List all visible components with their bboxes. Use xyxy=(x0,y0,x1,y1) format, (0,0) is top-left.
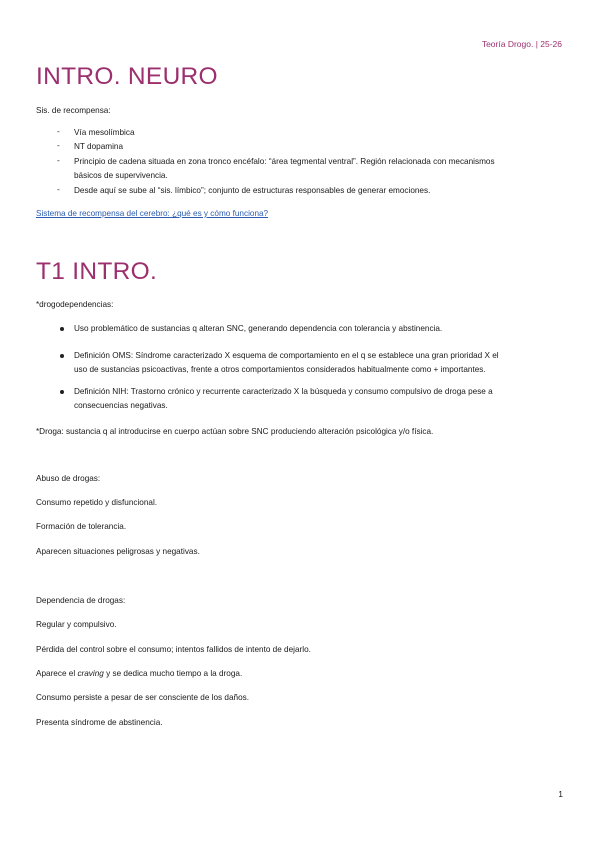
abuse-line: Formación de tolerancia. xyxy=(36,522,127,531)
dash-bullet: - xyxy=(57,141,60,150)
list-item: Vía mesolímbica xyxy=(74,128,135,137)
page-number: 1 xyxy=(558,789,563,799)
reward-system-link[interactable]: Sistema de recompensa del cerebro: ¿qué es y cómo funciona? xyxy=(36,209,269,218)
bullet-item-continuation: consecuencias negativas. xyxy=(74,401,168,410)
dependence-line: Presenta síndrome de abstinencia. xyxy=(36,718,163,727)
dependence-line: Regular y compulsivo. xyxy=(36,620,117,629)
list-item: Principio de cadena situada en zona tronco encéfalo: “área tegmental ventral”. Región relacionada con mecanismos xyxy=(74,157,495,166)
drug-definition: *Droga: sustancia q al introducirse en cuerpo actúan sobre SNC produciendo alteración psicológica y/o física. xyxy=(36,427,434,436)
dependence-line-craving xyxy=(36,667,242,680)
craving-word: craving xyxy=(77,669,104,678)
dependence-line: Consumo persiste a pesar de ser consciente de los daños. xyxy=(36,693,249,702)
bullet-item: Definición NIH: Trastorno crónico y recurrente caracterizado X la búsqueda y consumo compulsivo de droga pese a xyxy=(74,387,493,396)
reward-system-subtitle: Sis. de recompensa: xyxy=(36,106,111,115)
list-item: Desde aquí se sube al “sis. límbico”; conjunto de estructuras responsables de generar emociones. xyxy=(74,186,431,195)
dependence-heading: Dependencia de drogas: xyxy=(36,596,126,605)
bullet-item-continuation: uso de sustancias psicoactivas, frente a otros comportamientos considerados habitualmente como + importantes. xyxy=(74,365,486,374)
bullet-dot xyxy=(60,390,64,394)
dash-bullet: - xyxy=(57,156,60,165)
dependence-line: Pérdida del control sobre el consumo; intentos fallidos de intento de dejarlo. xyxy=(36,645,311,654)
abuse-line: Aparecen situaciones peligrosas y negativas. xyxy=(36,547,200,556)
craving-prefix: Aparece el xyxy=(36,669,76,678)
list-item-continuation: básicos de supervivencia. xyxy=(74,171,168,180)
abuse-line: Consumo repetido y disfuncional. xyxy=(36,498,158,507)
bullet-dot xyxy=(60,354,64,358)
list-item: NT dopamina xyxy=(74,142,124,151)
bullet-dot xyxy=(60,327,64,331)
dash-bullet: - xyxy=(57,127,60,136)
bullet-item: Uso problemático de sustancias q alteran SNC, generando dependencia con tolerancia y abstinencia. xyxy=(74,324,443,333)
section-title-intro-neuro: INTRO. NEURO xyxy=(36,63,218,90)
craving-suffix: y xyxy=(106,669,111,678)
drug-dependencies-subtitle: *drogodependencias: xyxy=(36,300,114,309)
craving-rest: se dedica mucho tiempo a la droga. xyxy=(112,669,243,678)
running-header: Teoría Drogo. | 25-26 xyxy=(481,39,562,49)
section-title-t1-intro: T1 INTRO. xyxy=(36,258,158,285)
abuse-heading: Abuso de drogas: xyxy=(36,474,101,483)
bullet-item: Definición OMS: Síndrome caracterizado X esquema de comportamiento en el q se establece una gran prioridad X el xyxy=(74,351,499,360)
dash-bullet: - xyxy=(57,185,60,194)
